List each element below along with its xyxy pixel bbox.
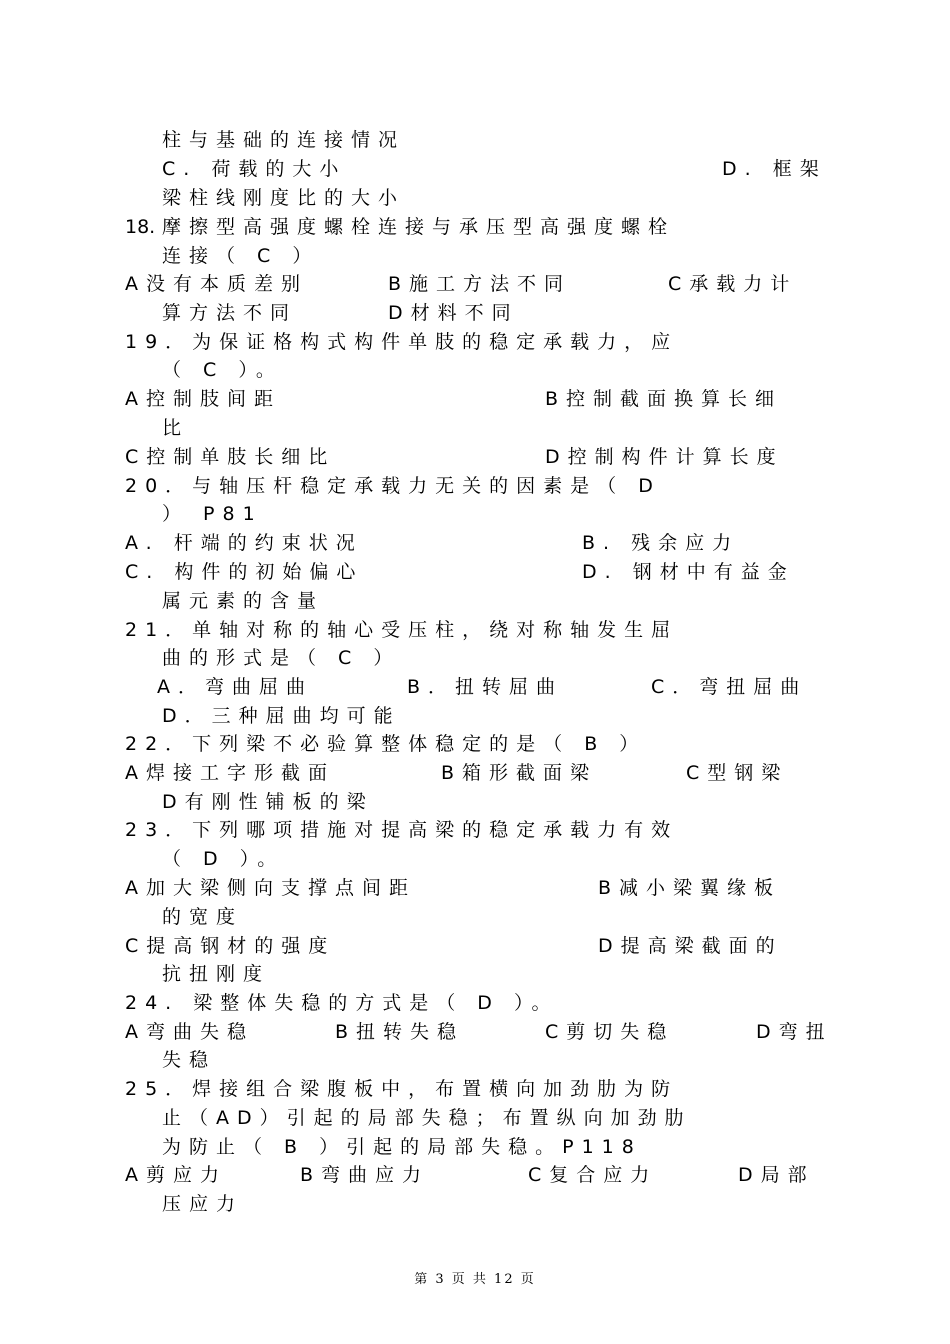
option-text: D提高梁截面的 — [598, 935, 783, 957]
text-line: 21．单轴对称的轴心受压柱，绕对称轴发生屈 — [125, 619, 679, 641]
text-line: 摩擦型高强度螺栓连接与承压型高强度螺栓 — [162, 216, 676, 238]
option-text: D局部 — [738, 1164, 815, 1186]
text-line: 算方法不同 — [162, 302, 298, 324]
option-text: A焊接工字形截面 — [125, 762, 335, 784]
option-text: A剪应力 — [125, 1164, 227, 1186]
option-text: C. 构件的初始偏心 — [125, 561, 364, 583]
text-line: 梁柱线刚度比的大小 — [162, 187, 406, 209]
option-text: D控制构件计算长度 — [545, 446, 784, 468]
text-line: 连接（ C ） — [162, 245, 320, 267]
option-text: B．扭转屈曲 — [407, 676, 564, 698]
option-text: D弯扭 — [756, 1021, 833, 1043]
question-number: 18. — [125, 216, 156, 238]
option-text: A. 杆端的约束状况 — [125, 532, 363, 554]
option-text: B施工方法不同 — [388, 273, 572, 295]
option-text: B弯曲应力 — [300, 1164, 430, 1186]
option-text: B减小梁翼缘板 — [598, 877, 782, 899]
option-text: B. 残余应力 — [582, 532, 740, 554]
option-text: A控制肢间距 — [125, 388, 281, 410]
text-line: 24. 梁整体失稳的方式是（ D ）。 — [125, 992, 559, 1014]
option-text: C提高钢材的强度 — [125, 935, 336, 957]
option-text: C剪切失稳 — [545, 1021, 675, 1043]
option-text: C．弯扭屈曲 — [651, 676, 808, 698]
option-text: C承载力计 — [668, 273, 798, 295]
option-text: A加大梁侧向支撑点间距 — [125, 877, 416, 899]
option-text: B扭转失稳 — [335, 1021, 465, 1043]
text-line: 抗扭刚度 — [162, 963, 271, 985]
text-line: （ D ）。 — [162, 848, 285, 870]
option-text: D有刚性铺板的梁 — [162, 791, 374, 813]
text-line: 为防止（ B ）引起的局部失稳。P118 — [162, 1136, 642, 1158]
option-text: A．弯曲屈曲 — [157, 676, 313, 698]
text-line: 20．与轴压杆稳定承载力无关的因素是（ D — [125, 475, 661, 497]
option-text: D．三种屈曲均可能 — [162, 705, 401, 727]
text-line: C. 荷载的大小 — [162, 158, 347, 180]
text-line: D. 框架 — [722, 158, 827, 180]
page-footer: 第 3 页 共 12 页 — [414, 1272, 536, 1287]
text-line: 止（AD）引起的局部失稳；布置纵向加劲肋 — [162, 1107, 692, 1129]
text-line: 19．为保证格构式构件单肢的稳定承载力，应 — [125, 331, 679, 353]
text-line: 曲的形式是（ C ） — [162, 647, 401, 669]
option-text: B箱形截面梁 — [441, 762, 598, 784]
text-line: ） P81 — [162, 503, 263, 525]
option-text: D. 钢材中有益金 — [582, 561, 795, 583]
option-text: A没有本质差别 — [125, 273, 308, 295]
text-line: 22．下列梁不必验算整体稳定的是（ B ） — [125, 733, 647, 755]
text-line: 的宽度 — [162, 906, 244, 928]
option-text: A弯曲失稳 — [125, 1021, 254, 1043]
text-line: 比 — [162, 417, 190, 439]
option-text: C控制单肢长细比 — [125, 446, 336, 468]
text-line: 压应力 — [162, 1193, 244, 1215]
option-text: B控制截面换算长细 — [545, 388, 783, 410]
text-line: 柱与基础的连接情况 — [162, 129, 406, 151]
option-text: D材料不同 — [388, 302, 519, 324]
text-line: 属元素的含量 — [162, 590, 325, 612]
option-text: C复合应力 — [528, 1164, 658, 1186]
text-line: 25．焊接组合梁腹板中，布置横向加劲肋为防 — [125, 1078, 679, 1100]
option-text: C型钢梁 — [686, 762, 789, 784]
text-line: 失稳 — [162, 1049, 217, 1071]
text-line: 23．下列哪项措施对提高梁的稳定承载力有效 — [125, 819, 679, 841]
text-line: （ C ）。 — [162, 359, 283, 381]
